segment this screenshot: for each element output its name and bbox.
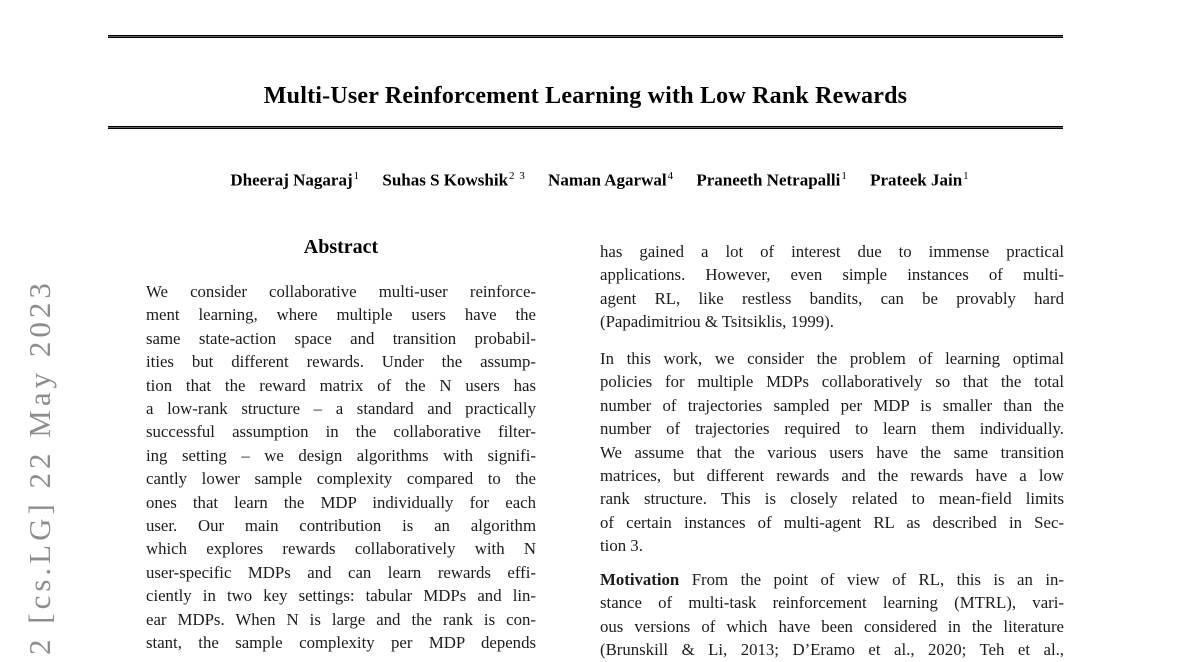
text-line: ment learning, where multiple users have the	[146, 305, 536, 325]
text-line: number of trajectories sampled per MDP is smaller than the	[600, 395, 1064, 415]
author-affiliation-superscript: 1	[841, 170, 848, 182]
motivation-first-line-rest: From the point of view of RL, this is an in-	[679, 570, 1064, 589]
text-line: stant, the sample complexity per MDP depends	[146, 633, 536, 653]
text-line: matrices, but different rewards and the rewards have a low	[600, 466, 1064, 486]
text-line: We consider collaborative multi-user reinforce-	[146, 282, 536, 301]
text-line: agent RL, like restless bandits, can be provably hard	[600, 288, 1064, 308]
intro-paragraph-2	[600, 347, 1064, 558]
paper-title: Multi-User Reinforcement Learning with Low Rank Rewards	[263, 83, 908, 110]
text-line: ing setting – we design algorithms with signifi-	[146, 445, 536, 465]
text-line: stance of multi-task reinforcement learning (MTRL), vari-	[600, 593, 1064, 613]
author	[382, 170, 525, 191]
text-line: ear MDPs. When N is large and the rank is con-	[146, 609, 536, 629]
author-name: Naman Agarwal	[548, 170, 667, 190]
text-line: policies for multiple MDPs collaboratively so that the total	[600, 372, 1064, 392]
author-name: Suhas S Kowshik	[382, 170, 509, 190]
text-line: rank structure. This is closely related to mean-field limits	[600, 489, 1064, 509]
text-line: same state-action space and transition probabil-	[146, 328, 536, 348]
abstract-paragraph	[146, 280, 536, 655]
paragraph-last-line: (Papadimitriou & Tsitsiklis, 1999).	[600, 312, 834, 332]
author-affiliation-superscript: 2 3	[509, 170, 526, 182]
text-line: successful assumption in the collaborative filter-	[146, 422, 536, 442]
text-line: user-specific MDPs and can learn rewards effi-	[146, 562, 536, 582]
author	[870, 170, 970, 191]
paragraph-lines	[600, 347, 1064, 534]
text-line: ous versions of which have been considered in the literature	[600, 616, 1064, 636]
text-line: which explores rewards collaboratively with N	[146, 539, 536, 559]
text-line: a low-rank structure – a standard and practically	[146, 399, 536, 419]
author	[696, 170, 848, 191]
paragraph-lines	[600, 240, 1064, 310]
author-affiliation-superscript: 1	[353, 170, 361, 182]
author-name: Dheeraj Nagaraj	[230, 170, 353, 190]
arxiv-watermark: 2 [cs.LG] 22 May 2023	[22, 279, 57, 655]
motivation-paragraph	[600, 568, 1064, 662]
text-line: ities but different rewards. Under the assump-	[146, 352, 536, 372]
authors-row	[0, 170, 1200, 191]
text-line: We assume that the various users have the same transition	[600, 442, 1064, 462]
text-line: In this work, we consider the problem of learning optimal	[600, 349, 1064, 368]
author	[548, 170, 674, 191]
motivation-first-line	[600, 568, 1064, 591]
text-line: cantly lower sample complexity compared to the	[146, 469, 536, 489]
text-line: (Brunskill & Li, 2013; D’Eramo et al., 2020; Teh et al.,	[600, 640, 1064, 660]
author	[230, 170, 360, 191]
text-line: applications. However, even simple instances of multi-	[600, 265, 1064, 285]
text-line: of certain instances of multi-agent RL as described in Sec-	[600, 512, 1064, 532]
motivation-label: Motivation	[600, 570, 680, 589]
paragraph-last-line: tion 3.	[600, 536, 643, 556]
text-line: ciently in two key settings: tabular MDPs and lin-	[146, 586, 536, 606]
text-line: ones that learn the MDP individually for each	[146, 492, 536, 512]
text-line: has gained a lot of interest due to immense practical	[600, 242, 1064, 261]
author-name: Praneeth Netrapalli	[696, 170, 841, 190]
title-bottom-rule	[108, 126, 1063, 129]
text-line: number of trajectories required to learn them individually.	[600, 419, 1064, 439]
author-affiliation-superscript: 4	[667, 170, 675, 182]
text-line: user. Our main contribution is an algorithm	[146, 516, 536, 536]
intro-paragraph-1	[600, 240, 1064, 334]
text-line: tion that the reward matrix of the N users has	[146, 375, 536, 395]
abstract-heading: Abstract	[303, 236, 379, 258]
author-affiliation-superscript: 1	[963, 170, 970, 182]
paragraph-lines	[600, 591, 1064, 661]
top-rule	[108, 35, 1063, 38]
author-name: Prateek Jain	[870, 170, 963, 190]
